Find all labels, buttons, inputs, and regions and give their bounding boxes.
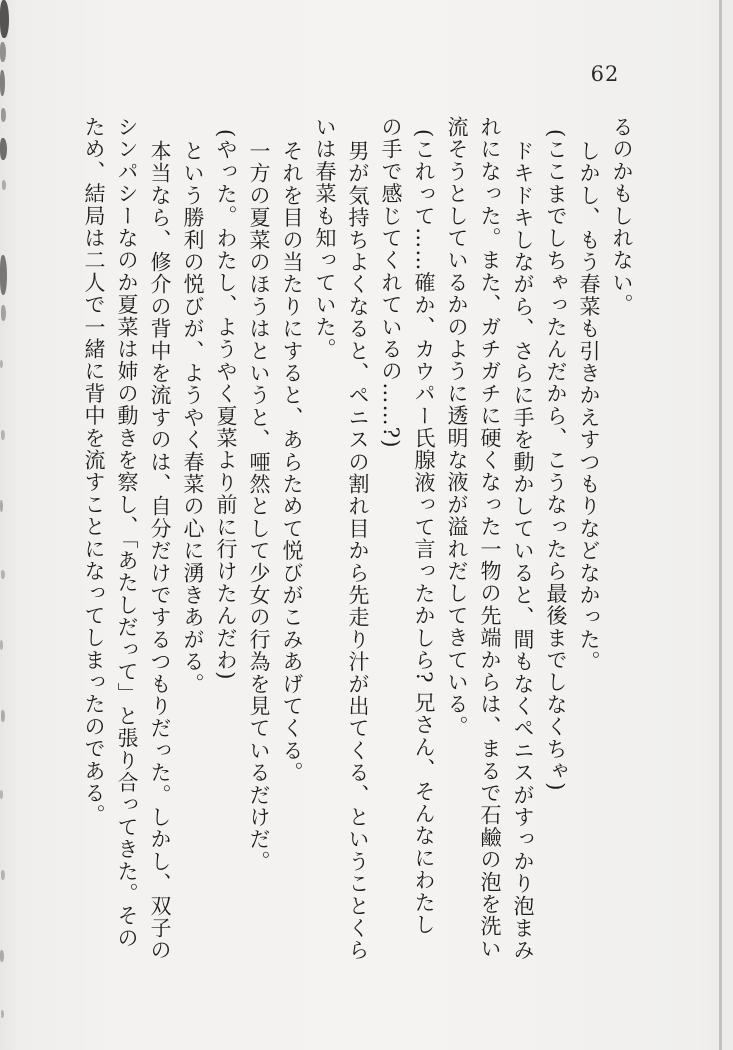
scan-speck <box>0 0 9 38</box>
text-line: という勝利の悦びが、ようやく春菜の心に湧きあがる。 <box>181 140 205 695</box>
page-number: 62 <box>590 62 620 86</box>
text-line: (やった。わたし、ようやく夏菜より前に行けたんだわ) <box>214 129 238 681</box>
scan-speck <box>1 870 5 880</box>
text-line: それを目の当たりにすると、あらためて悦びがこみあげてくる。 <box>280 140 304 784</box>
scan-speck <box>0 138 7 160</box>
scan-speck <box>1 570 5 579</box>
scan-speck <box>1 430 5 440</box>
text-columns <box>77 116 638 1016</box>
scan-speck <box>0 950 4 962</box>
page-edge-line <box>719 0 722 1050</box>
scan-speck <box>1 710 5 722</box>
scan-speck <box>1 1010 4 1018</box>
text-line: (これって……確か、カウパー氏腺液って言ったかしら? 兄さん、そんなにわたし <box>412 129 436 936</box>
scan-speck <box>0 360 3 368</box>
text-line: るのかもしれない。 <box>610 116 634 316</box>
text-line: れになった。また、ガチガチに硬くなった一物の先端からは、まるで石鹼の泡を洗い <box>478 116 502 960</box>
scan-speck <box>0 790 3 799</box>
text-line: いは春菜も知っていた。 <box>313 116 337 361</box>
scan-speck <box>0 42 6 62</box>
scan-speck <box>1 108 6 122</box>
text-line: 男が気持ちよくなると、ペニスの割れ目から先走り汁が出てくる、ということくら <box>346 140 370 962</box>
scan-speck <box>0 255 7 295</box>
text-line: しかし、もう春菜も引きかえすつもりなどなかった。 <box>577 140 601 673</box>
scan-speck <box>0 70 5 96</box>
text-line: 本当なら、修介の背中を流すのは、自分だけでするつもりだった。しかし、双子の <box>148 140 172 962</box>
scan-speck <box>0 640 3 650</box>
scan-speck <box>1 305 6 321</box>
text-line: ため、結局は二人で一緒に背中を流すことになってしまったのである。 <box>82 116 106 827</box>
page-edge-strip <box>722 0 733 1050</box>
text-line: (ここまでしちゃったんだから、こうなったら最後までしなくちゃ) <box>544 129 568 792</box>
text-line: ドキドキしながら、さらに手を動かしていると、間もなくペニスがすっかり泡まみ <box>511 140 535 962</box>
scan-speck <box>2 180 6 190</box>
text-line: シンパシーなのか夏菜は姉の動きを察し、「あたしだって」と張り合ってきた。その <box>115 116 139 950</box>
text-line: の手で感じてくれているの……?) <box>379 116 403 449</box>
text-line: 流そうとしているかのように透明な液が溢れだしてきている。 <box>445 116 469 738</box>
scan-speck <box>0 500 3 512</box>
text-line: 一方の夏菜のほうはというと、唖然として少女の行為を見ているだけだ。 <box>247 140 271 873</box>
